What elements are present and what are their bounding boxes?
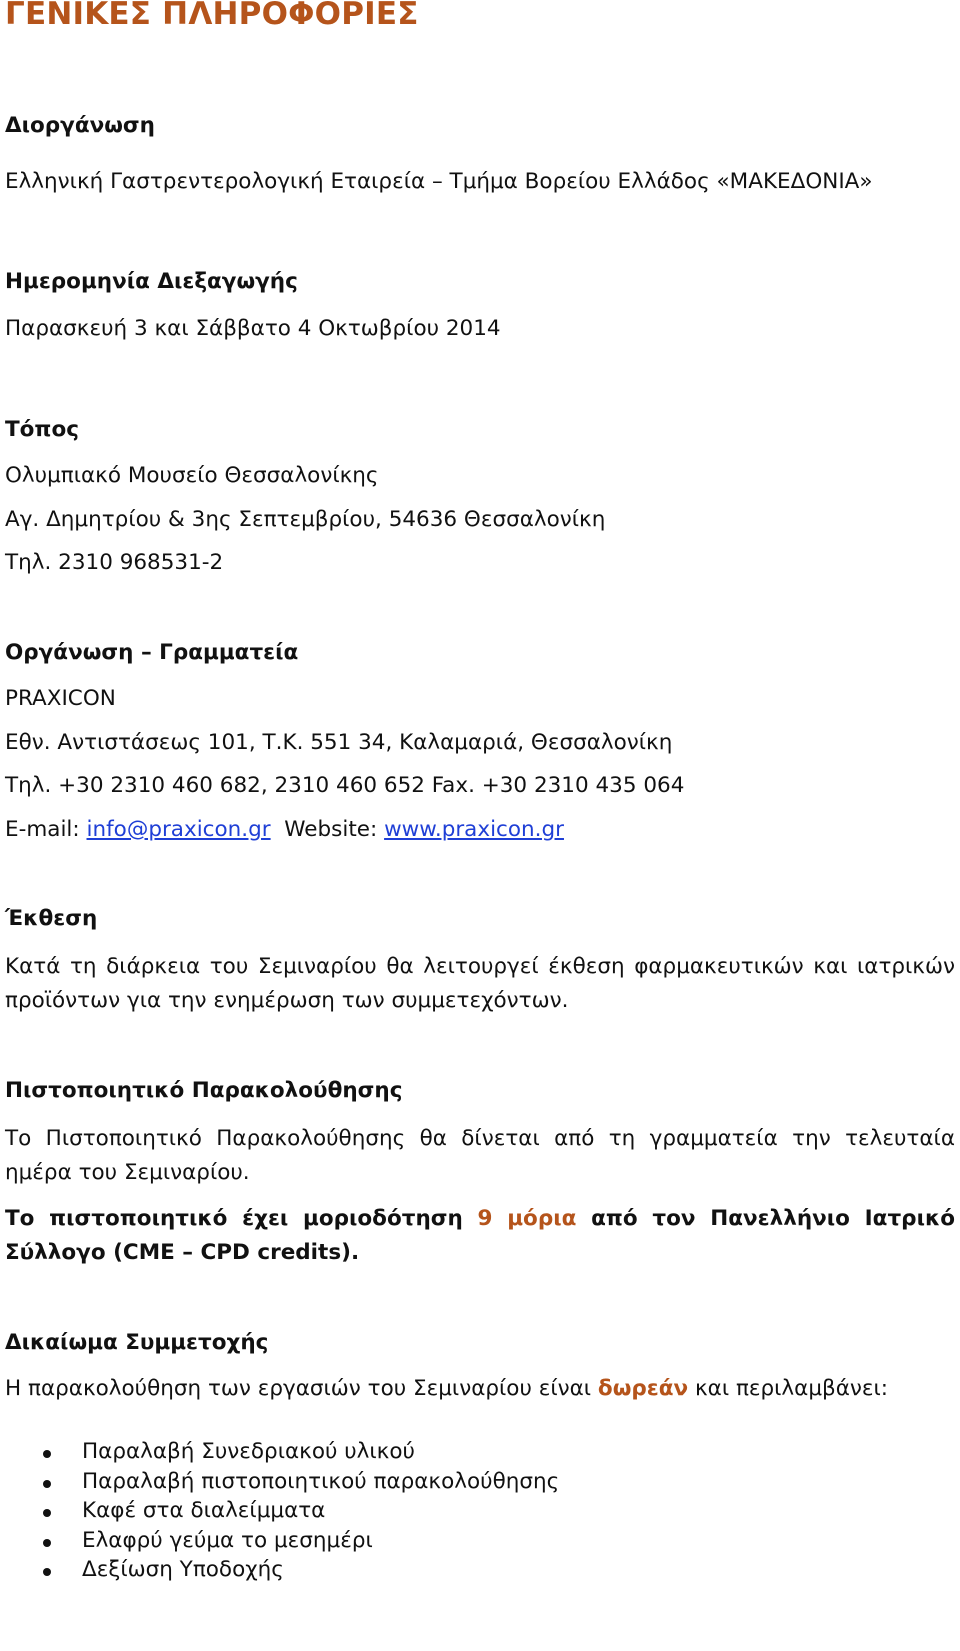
exhibition-heading: Έκθεση — [5, 906, 98, 931]
date-text: Παρασκευή 3 και Σάββατο 4 Οκτωβρίου 2014 — [5, 316, 501, 341]
secretariat-phone: Τηλ. +30 2310 460 682, 2310 460 652 Fax. +30 2310 435 064 — [5, 773, 685, 798]
list-item-text: Καφέ στα διαλείμματα — [82, 1498, 326, 1523]
bullet-icon — [43, 1539, 51, 1547]
email-label: E-mail: — [5, 817, 80, 842]
secretariat-company: PRAXICON — [5, 686, 116, 711]
venue-heading: Τόπος — [5, 417, 79, 442]
website-link[interactable]: www.praxicon.gr — [384, 817, 564, 842]
bullet-icon — [43, 1480, 51, 1488]
bullet-icon — [43, 1450, 51, 1458]
list-item-text: Ελαφρύ γεύμα το μεσημέρι — [82, 1527, 373, 1553]
list-item-text: Παραλαβή πιστοποιητικού παρακολούθησης — [82, 1468, 560, 1494]
certificate-credits — [5, 1202, 955, 1270]
participation-text — [5, 1376, 888, 1401]
certificate-text: Το Πιστοποιητικό Παρακολούθησης θα δίνεται από τη γραμματεία την τελευταία ημέρα του Σεμιναρίου. — [5, 1126, 955, 1185]
venue-name: Ολυμπιακό Μουσείο Θεσσαλονίκης — [5, 463, 379, 488]
website-label: Website: — [284, 817, 378, 842]
secretariat-heading: Οργάνωση – Γραμματεία — [5, 640, 299, 665]
list-item — [0, 1498, 559, 1528]
date-heading: Ημερομηνία Διεξαγωγής — [5, 269, 298, 294]
participation-items-list — [0, 1439, 559, 1587]
list-item-text: Δεξίωση Υποδοχής — [82, 1557, 284, 1582]
bullet-icon — [43, 1568, 51, 1576]
secretariat-contact-line — [5, 817, 564, 842]
venue-address: Αγ. Δημητρίου & 3ης Σεπτεμβρίου, 54636 Θεσσαλονίκη — [5, 507, 606, 532]
organization-heading: Διοργάνωση — [5, 113, 155, 138]
certificate-heading: Πιστοποιητικό Παρακολούθησης — [5, 1078, 403, 1103]
list-item — [0, 1557, 559, 1587]
list-item — [0, 1528, 559, 1558]
exhibition-text: Κατά τη διάρκεια του Σεμιναρίου θα λειτουργεί έκθεση φαρμακευτικών και ιατρικών προϊόντων για την ενημέρωση των συμμετεχόντων. — [5, 954, 955, 1013]
participation-free-highlight: δωρεάν — [597, 1376, 689, 1401]
credits-text-before: Το πιστοποιητικό έχει μοριοδότηση — [5, 1206, 478, 1231]
credits-highlight: 9 μόρια — [477, 1206, 577, 1231]
participation-text-before: Η παρακολούθηση των εργασιών του Σεμιναρίου είναι — [5, 1376, 598, 1401]
list-item — [0, 1469, 559, 1499]
venue-phone: Τηλ. 2310 968531-2 — [5, 550, 224, 575]
list-item-text: Παραλαβή Συνεδριακού υλικού — [82, 1439, 415, 1464]
secretariat-address: Εθν. Αντιστάσεως 101, Τ.Κ. 551 34, Καλαμαριά, Θεσσαλονίκη — [5, 730, 673, 755]
organization-text: Ελληνική Γαστρεντερολογική Εταιρεία – Τμήμα Βορείου Ελλάδος «ΜΑΚΕΔΟΝΙΑ» — [5, 169, 873, 194]
participation-text-after: και περιλαμβάνει: — [688, 1376, 889, 1401]
page-title: ΓΕΝΙΚΕΣ ΠΛΗΡΟΦΟΡΙΕΣ — [5, 0, 419, 32]
bullet-icon — [43, 1509, 51, 1517]
participation-heading: Δικαίωμα Συμμετοχής — [5, 1330, 269, 1355]
list-item — [0, 1439, 559, 1469]
email-link[interactable]: info@praxicon.gr — [86, 817, 271, 842]
credits-text-after: από τον Πανελλήνιο Ιατρικό Σύλλογο (CME – CPD credits). — [5, 1206, 955, 1265]
